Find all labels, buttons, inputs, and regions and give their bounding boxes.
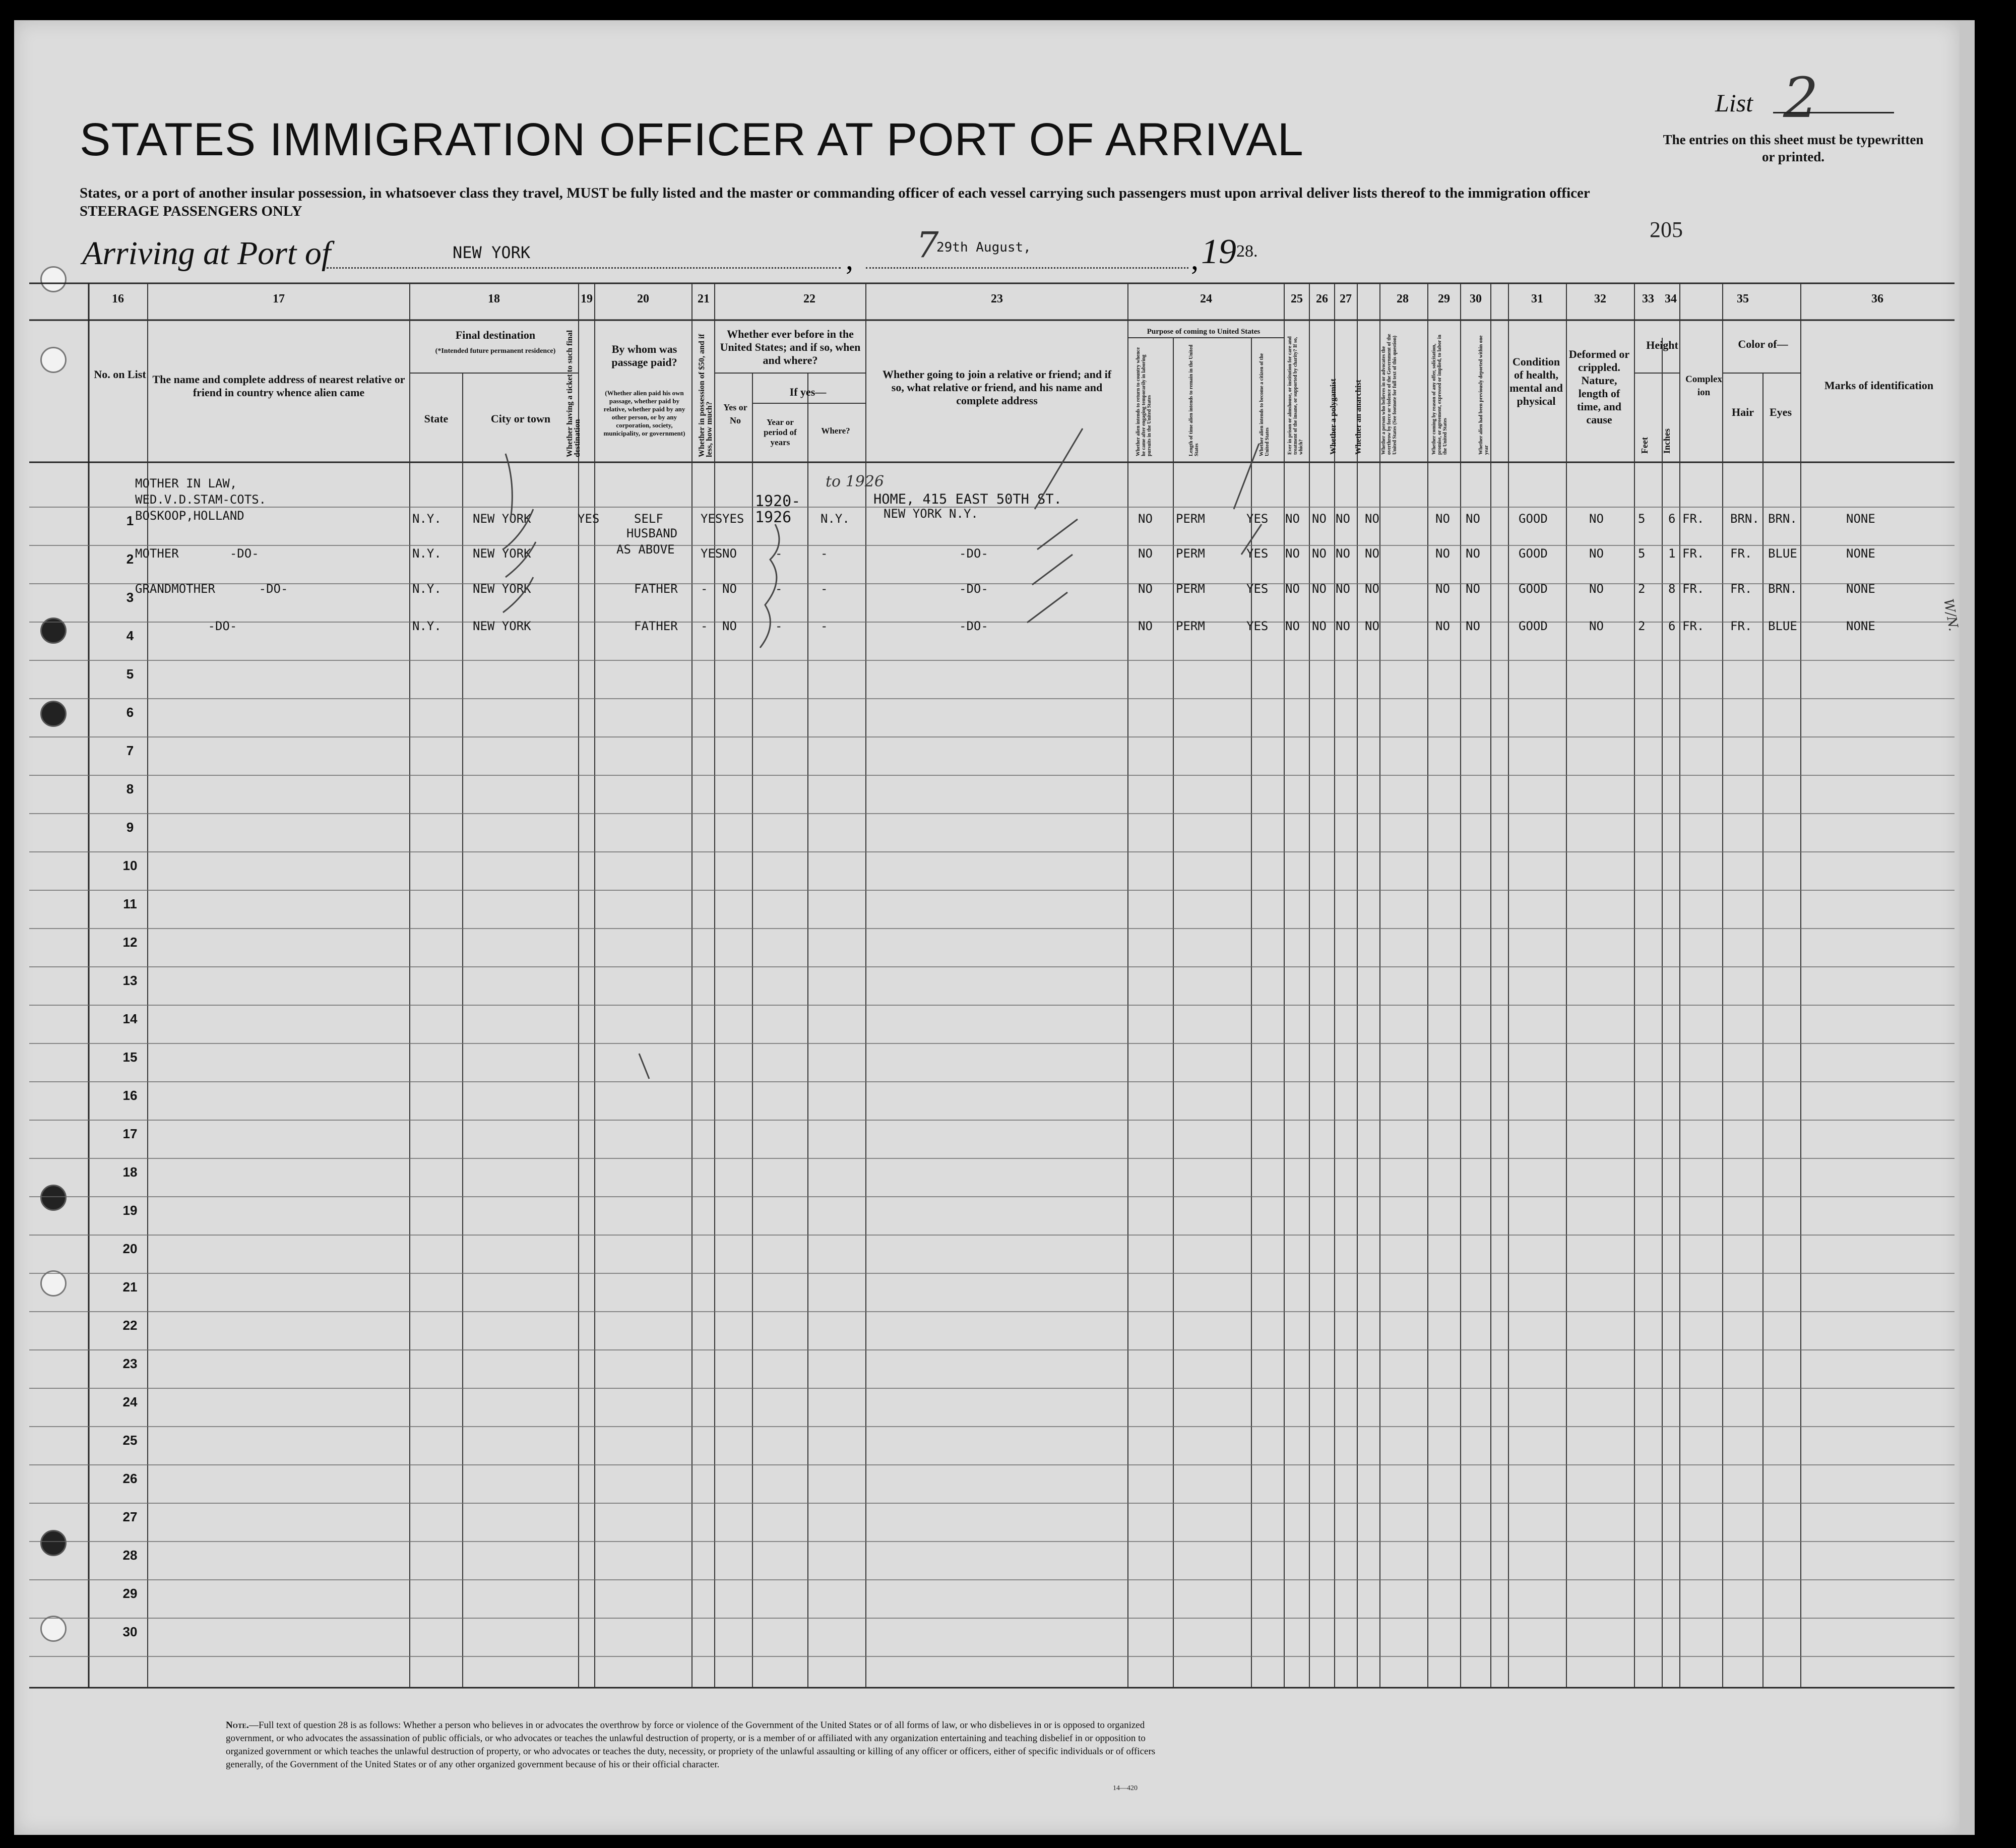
feet-cell: 5 xyxy=(1638,546,1646,561)
row-number: 6 xyxy=(126,705,134,720)
before-cell: NO xyxy=(722,546,737,561)
year-prefix: 19 xyxy=(1201,232,1236,271)
row-number: 17 xyxy=(122,1126,138,1141)
list-number: 2 xyxy=(1783,66,1818,130)
row-number: 5 xyxy=(126,666,134,682)
row-number: 2 xyxy=(126,551,134,567)
state-cell: N.Y. xyxy=(412,546,442,561)
relative-cell: BOSKOOP,HOLLAND xyxy=(135,509,244,523)
joining-cell: -DO- xyxy=(959,546,988,561)
eyes-cell: BLUE xyxy=(1768,619,1797,633)
margin-initials: W/N. xyxy=(1940,597,1961,633)
header-passage-paid-note: (Whether alien paid his own passage, whether paid by relative, whether paid by any other person, or by any corporation, society, municipality, or government) xyxy=(603,389,685,437)
header-where: Where? xyxy=(821,426,850,436)
year-cell: 1920- xyxy=(755,492,801,510)
footnote xyxy=(226,1719,1173,1771)
row-number: 16 xyxy=(122,1088,138,1103)
header-possession-50: Whether in possession of $50, and if less, how much? xyxy=(698,334,714,457)
hair-cell: FR. xyxy=(1730,582,1752,596)
q30-cell: NO xyxy=(1466,512,1480,526)
row-number: 23 xyxy=(122,1356,138,1371)
header-yes-or-no: Yes or No xyxy=(723,402,747,425)
instructions: The entries on this sheet must be typewritten or printed. xyxy=(1663,132,1924,164)
deformed-cell: NO xyxy=(1589,582,1604,596)
relative-cell: MOTHER -DO- xyxy=(135,546,259,561)
city-cell: NEW YORK xyxy=(473,546,531,561)
anarchist-cell: NO xyxy=(1336,512,1350,526)
purpose-c-cell: YES xyxy=(1246,546,1269,561)
possession-cell: YES xyxy=(701,512,723,526)
relative-cell: MOTHER IN LAW, xyxy=(135,476,237,490)
header-joining: Whether going to join a relative or friend; and if so, what relative or friend, and his name and complete address xyxy=(882,368,1112,407)
header-polygamist: Whether a polygamist xyxy=(1329,379,1338,455)
header-final-destination-note: (*Intended future permanent residence) xyxy=(435,347,556,355)
header-deformed: Deformed or crippled. Nature, length of time, and cause xyxy=(1568,348,1630,426)
complexion-cell: FR. xyxy=(1682,619,1705,633)
row-number: 19 xyxy=(122,1203,138,1218)
anarchist-cell: NO xyxy=(1336,546,1350,561)
column-number: 29 xyxy=(1438,292,1450,305)
polygamist-cell: NO xyxy=(1312,619,1327,633)
q28-cell: NO xyxy=(1365,546,1379,561)
purpose-a-cell: NO xyxy=(1138,619,1153,633)
ticket-cell: YES xyxy=(578,512,600,526)
year-hand-annotation: to 1926 xyxy=(826,473,885,490)
passage-cell: AS ABOVE xyxy=(616,542,675,557)
complexion-cell: FR. xyxy=(1682,546,1705,561)
column-number: 22 xyxy=(803,292,815,305)
header-final-destination: Final destination xyxy=(455,329,536,341)
health-cell: GOOD xyxy=(1519,619,1548,633)
joining-cell: -DO- xyxy=(959,619,988,633)
state-cell: N.Y. xyxy=(412,582,442,596)
joining-cell: -DO- xyxy=(959,582,988,596)
port-value: NEW YORK xyxy=(453,243,531,262)
possession-cell: - xyxy=(701,619,708,633)
column-number: 17 xyxy=(273,292,285,305)
footnote-label: Note. xyxy=(226,1720,249,1731)
purpose-b-cell: PERM xyxy=(1176,582,1205,596)
row-number: 7 xyxy=(126,743,134,758)
column-number: 26 xyxy=(1316,292,1328,305)
column-number: 25 xyxy=(1291,292,1303,305)
header-year-period: Year or period of years xyxy=(764,417,797,447)
eyes-cell: BRN. xyxy=(1768,582,1797,596)
row-number: 13 xyxy=(122,973,138,988)
column-number: 32 xyxy=(1594,292,1606,305)
purpose-c-cell: YES xyxy=(1246,619,1269,633)
header-relative-address: The name and complete address of nearest relative or friend in country whence alien came xyxy=(152,373,405,399)
q29-cell: NO xyxy=(1435,512,1450,526)
header-prison: Ever in prison or almshouse, or institution for care and treatment of the insane, or supported by charity? If so, which? xyxy=(1287,336,1304,455)
complexion-cell: FR. xyxy=(1682,582,1705,596)
header-passage-paid: By whom was passage paid? xyxy=(611,343,677,368)
row-number: 29 xyxy=(122,1586,138,1601)
row-number: 25 xyxy=(122,1433,138,1448)
row-number: 22 xyxy=(122,1318,138,1333)
header-anarchist: Whether an anarchist xyxy=(1354,380,1363,455)
polygamist-cell: NO xyxy=(1312,512,1327,526)
marks-cell: NONE xyxy=(1846,546,1875,561)
column-number: 27 xyxy=(1340,292,1352,305)
q28-cell: NO xyxy=(1365,582,1379,596)
column-number: 16 xyxy=(112,292,124,305)
column-number: 19 xyxy=(581,292,593,305)
manifest-sheet: STATES IMMIGRATION OFFICER AT PORT OF ARRIVAL States, or a port of another insular possession, in whatsoever class they travel, MUST be fully listed and the master or commanding officer of each vessel carrying such passengers must upon arrival deliver lists thereof to the immigration officer STEERAGE PASSENGERS ONLY List 2 The entries on this sheet must be typewritten or printed. 205 Arriving at Port of , , NEW YORK 29th August, 7 19 28. 16 17 18 19 20 21 22 23 24 25 26 27 28 29 30 31 32 33 34 35 36 No. on List The name and complete address of nearest relative or friend in country whence alien came Final destination (*Intended future permanent residence) State City or town Whether having a ticket to such final destination By whom was passage paid? (Whether alien paid his own passage, whether paid by relative, whether paid by any other person, or by any corporation, society, municipality, or government) Whether in possession of $50, and if less, how much? Whether ever before in the United States; and if so, when and where? Yes or No If yes— Year or period of years Where? Whether going to join a relative or friend; and if so, what relative or friend, and his name and complete address Purpose of coming to United States Whether alien intends to return to country whence he came after engaging temporarily in laboring pursuits in the United States Length of time alien intends to remain in the United States Whether alien intends to become a citizen of the United States Ever in prison or almshouse, or institution for care and treatment of the insane, or supported by charity? If so, which? Whether a polygamist Whether an anarchist Whether a person who believes in or advocates the overthrow by force or violence of the Government of the United States (See footnote for full text of this question) Whether coming by reason of any offer, solicitation, promise, or agreement, expressed or implied, to labor in the United States Whether alien had been previously deported within one year Condition of health, mental and physical Deformed or crippled. Nature, length of time, and cause Height Feet Inches Complexion Color of— Hair Eyes Marks of identification 1 2 3 4 5 6 7 8 9 10 11 12 13 14 15 16 17 18 19 20 21 22 23 24 25 26 27 28 29 30 MOTHER IN LAW, WED.V.D.STAM-COTS. BOSKOOP,HOLLAND N.Y. NEW YORK YES SELF YES YES N.Y. NO PERM YES NO NO NO NO NO NO GOOD NO 5 6 FR. BRN. BRN. NONE 1920- 1926 HOME, 415 EAST 50TH ST. NEW YORK N.Y. MOTHER -DO- N.Y. NEW YORK HUSBAND AS ABOVE YES NO - NO PERM YES NO NO NO NO NO NO GOOD NO 5 1 FR. FR. BLUE NONE - -DO- GRANDMOTHER -DO- N.Y. NEW YORK FATHER - NO - NO PERM YES NO NO NO NO NO NO GOOD NO 2 8 FR. FR. BRN. NONE - -DO- -DO- N.Y. NEW YORK FATHER - NO - NO PERM YES NO NO NO NO NO NO GOOD NO 2 6 FR. FR. BLUE NONE - -DO- to 1926 W/N. Note.—Full text of question 28 is as follows: Whether a person who believes in or advocates the overthrow by force or violence of the Government of the United States or of all forms of law, or who disbelieves in or is opposed to organized government, or who advocates the assassination of public officials, or who advocates or teaches the unlawful destruction of property, or is a member of or affiliated with any organization entertaining and teaching disbelief in or opposition to organized government or which teaches the unlawful destruction of property, or who advocates or teaches the duty, necessity, or propriety of the unlawful assaulting or killing of any officer or officers, either of specific individuals or of officers generally, of the Government of the United States or of any other organized government because of his or their official character. 14—420 xyxy=(14,20,1975,1835)
purpose-a-cell: NO xyxy=(1138,512,1153,526)
hair-cell: FR. xyxy=(1730,546,1752,561)
purpose-c-cell: YES xyxy=(1246,512,1269,526)
row-number: 20 xyxy=(122,1241,138,1256)
handwritten-marks xyxy=(14,20,1960,1835)
prison-cell: NO xyxy=(1285,546,1300,561)
row-number: 8 xyxy=(126,781,134,796)
possession-cell: YES xyxy=(701,546,723,561)
column-number: 20 xyxy=(637,292,649,305)
q29-cell: NO xyxy=(1435,546,1450,561)
marks-cell: NONE xyxy=(1846,619,1875,633)
column-number: 21 xyxy=(698,292,710,305)
feet-cell: 2 xyxy=(1638,582,1646,596)
header-q29: Whether coming by reason of any offer, solicitation, promise, or agreement, expressed or implied, to labor in the United States xyxy=(1431,334,1448,455)
header-inches: Inches xyxy=(1662,428,1672,454)
hair-cell: FR. xyxy=(1730,619,1752,633)
row-number: 18 xyxy=(122,1164,138,1180)
prison-cell: NO xyxy=(1285,582,1300,596)
header-eyes: Eyes xyxy=(1770,406,1792,418)
header-before-us: Whether ever before in the United States; and if so, when and where? xyxy=(720,328,861,366)
deformed-cell: NO xyxy=(1589,619,1604,633)
feet-cell: 2 xyxy=(1638,619,1646,633)
before-cell: NO xyxy=(722,582,737,596)
state-cell: N.Y. xyxy=(412,619,442,633)
deformed-cell: NO xyxy=(1589,546,1604,561)
purpose-a-cell: NO xyxy=(1138,582,1153,596)
column-number: 28 xyxy=(1397,292,1409,305)
header-no-on-list: No. on List xyxy=(94,368,146,381)
row-number: 11 xyxy=(123,896,137,911)
inches-cell: 6 xyxy=(1668,512,1676,526)
where-cell: - xyxy=(821,619,828,633)
header-height: Height xyxy=(1646,339,1678,351)
hair-cell: BRN. xyxy=(1730,512,1759,526)
passage-cell: HUSBAND xyxy=(626,526,678,540)
city-cell: NEW YORK xyxy=(473,512,531,526)
header-health: Condition of health, mental and physical xyxy=(1509,355,1563,407)
where-cell: - xyxy=(821,582,828,596)
date-hand: 7 xyxy=(916,224,939,266)
page-title: STATES IMMIGRATION OFFICER AT PORT OF ARRIVAL xyxy=(80,114,1304,165)
row-number: 27 xyxy=(122,1509,138,1524)
marks-cell: NONE xyxy=(1846,512,1875,526)
eyes-cell: BRN. xyxy=(1768,512,1797,526)
relative-cell: WED.V.D.STAM-COTS. xyxy=(135,492,267,507)
header-purpose: Purpose of coming to United States xyxy=(1147,328,1261,336)
row-number: 3 xyxy=(126,590,134,605)
header-color-of: Color of— xyxy=(1738,338,1788,350)
header-purpose-a: Whether alien intends to return to country whence he came after engaging temporarily in laboring pursuits in the United States xyxy=(1136,347,1152,456)
header-q30: Whether alien had been previously deported within one year xyxy=(1478,335,1489,455)
city-cell: NEW YORK xyxy=(473,619,531,633)
eyes-cell: BLUE xyxy=(1768,546,1797,561)
column-number: 18 xyxy=(488,292,500,305)
year-cell: - xyxy=(775,546,783,561)
city-cell: NEW YORK xyxy=(473,582,531,596)
year-suffix: 28. xyxy=(1236,242,1258,261)
column-number: 34 xyxy=(1665,292,1677,305)
column-number: 31 xyxy=(1531,292,1543,305)
relative-cell: GRANDMOTHER -DO- xyxy=(135,582,288,596)
list-label: List xyxy=(1715,89,1753,117)
header-marks: Marks of identification xyxy=(1824,379,1934,392)
column-number: 36 xyxy=(1871,292,1883,305)
header-feet: Feet xyxy=(1640,437,1650,454)
purpose-b-cell: PERM xyxy=(1176,512,1205,526)
passage-cell: FATHER xyxy=(634,619,678,633)
q28-cell: NO xyxy=(1365,512,1379,526)
q29-cell: NO xyxy=(1435,619,1450,633)
row-number: 9 xyxy=(126,820,134,835)
q30-cell: NO xyxy=(1466,546,1480,561)
row-number: 21 xyxy=(122,1279,138,1295)
year-cell: - xyxy=(775,619,783,633)
row-number: 1 xyxy=(126,513,134,528)
q30-cell: NO xyxy=(1466,619,1480,633)
header-city: City or town xyxy=(490,412,551,425)
footnote-text: —Full text of question 28 is as follows: Whether a person who believes in or advocates the overthrow by force or violence of the Government of the United States or of all forms of law, or who disbelieves in or is opposed to organized government, or who advocates the assassination of public officials, or who advocates or teaches the unlawful destruction of property, or is a member of or affiliated with any organization entertaining and teaching disbelief in or opposition to organized government or which teaches the unlawful destruction of property, or who advocates or teaches the duty, necessity, or propriety of the unlawful assaulting or killing of any officer or officers, either of specific individuals or of officers generally, of the Government of the United States or of any other organized government because of his or their official character. xyxy=(226,1720,1156,1770)
q29-cell: NO xyxy=(1435,582,1450,596)
column-number: 24 xyxy=(1200,292,1212,305)
joining-cell: NEW YORK N.Y. xyxy=(884,507,978,521)
year-cell: - xyxy=(775,582,783,596)
form-number: 14—420 xyxy=(1113,1784,1138,1792)
health-cell: GOOD xyxy=(1519,582,1548,596)
purpose-c-cell: YES xyxy=(1246,582,1269,596)
passage-cell: SELF xyxy=(634,512,663,526)
complexion-cell: FR. xyxy=(1682,512,1705,526)
before-cell: NO xyxy=(722,619,737,633)
marks-cell: NONE xyxy=(1846,582,1875,596)
purpose-a-cell: NO xyxy=(1138,546,1153,561)
row-number: 10 xyxy=(122,858,138,873)
intro-line-1: States, or a port of another insular possession, in whatsoever class they travel, MUST be fully listed and the master or commanding officer of each vessel carrying such passengers must upon arrival deliver lists thereof to the immigration officer xyxy=(80,185,1590,201)
header-purpose-c: Whether alien intends to become a citizen of the United States xyxy=(1259,353,1270,456)
before-cell: YES xyxy=(722,512,744,526)
header-ticket: Whether having a ticket to such final destination xyxy=(565,330,582,457)
q30-cell: NO xyxy=(1466,582,1480,596)
anarchist-cell: NO xyxy=(1336,619,1350,633)
state-cell: N.Y. xyxy=(412,512,442,526)
arriving-label: Arriving at Port of xyxy=(82,235,331,272)
header-complexion: Complexion xyxy=(1685,374,1722,398)
passage-cell: FATHER xyxy=(634,582,678,596)
row-number: 24 xyxy=(122,1394,138,1409)
row-number: 28 xyxy=(122,1548,138,1563)
relative-cell: -DO- xyxy=(135,619,237,633)
possession-cell: - xyxy=(701,582,708,596)
row-number: 14 xyxy=(122,1011,138,1026)
health-cell: GOOD xyxy=(1519,512,1548,526)
year-cell: 1926 xyxy=(755,509,792,526)
health-cell: GOOD xyxy=(1519,546,1548,561)
row-number: 4 xyxy=(126,628,134,643)
intro-line-2: STEERAGE PASSENGERS ONLY xyxy=(80,203,302,219)
deformed-cell: NO xyxy=(1589,512,1604,526)
joining-cell: HOME, 415 EAST 50TH ST. xyxy=(873,491,1062,507)
purpose-b-cell: PERM xyxy=(1176,546,1205,561)
header-if-yes: If yes— xyxy=(789,386,827,398)
column-number: 33 xyxy=(1642,292,1654,305)
polygamist-cell: NO xyxy=(1312,546,1327,561)
inches-cell: 1 xyxy=(1668,546,1676,561)
header-hair: Hair xyxy=(1732,406,1754,418)
feet-cell: 5 xyxy=(1638,512,1646,526)
inches-cell: 8 xyxy=(1668,582,1676,596)
where-cell: N.Y. xyxy=(821,512,850,526)
where-cell: - xyxy=(821,546,828,561)
date-value: 29th August, xyxy=(936,240,1031,255)
prison-cell: NO xyxy=(1285,619,1300,633)
purpose-b-cell: PERM xyxy=(1176,619,1205,633)
column-number: 35 xyxy=(1737,292,1749,305)
polygamist-cell: NO xyxy=(1312,582,1327,596)
inches-cell: 6 xyxy=(1668,619,1676,633)
anarchist-cell: NO xyxy=(1336,582,1350,596)
header-q28: Whether a person who believes in or advocates the overthrow by force or violence of the Government of the United States (See footnote for full text of this question) xyxy=(1381,334,1398,455)
header-state: State xyxy=(424,412,449,425)
row-number: 30 xyxy=(122,1624,138,1639)
column-number: 23 xyxy=(991,292,1003,305)
prison-cell: NO xyxy=(1285,512,1300,526)
q28-cell: NO xyxy=(1365,619,1379,633)
row-number: 26 xyxy=(122,1471,138,1486)
row-number: 15 xyxy=(122,1050,138,1065)
column-number: 30 xyxy=(1470,292,1482,305)
page-stamp: 205 xyxy=(1650,217,1683,242)
header-purpose-b: Length of time alien intends to remain in the United States xyxy=(1188,344,1200,456)
row-number: 12 xyxy=(122,935,138,950)
